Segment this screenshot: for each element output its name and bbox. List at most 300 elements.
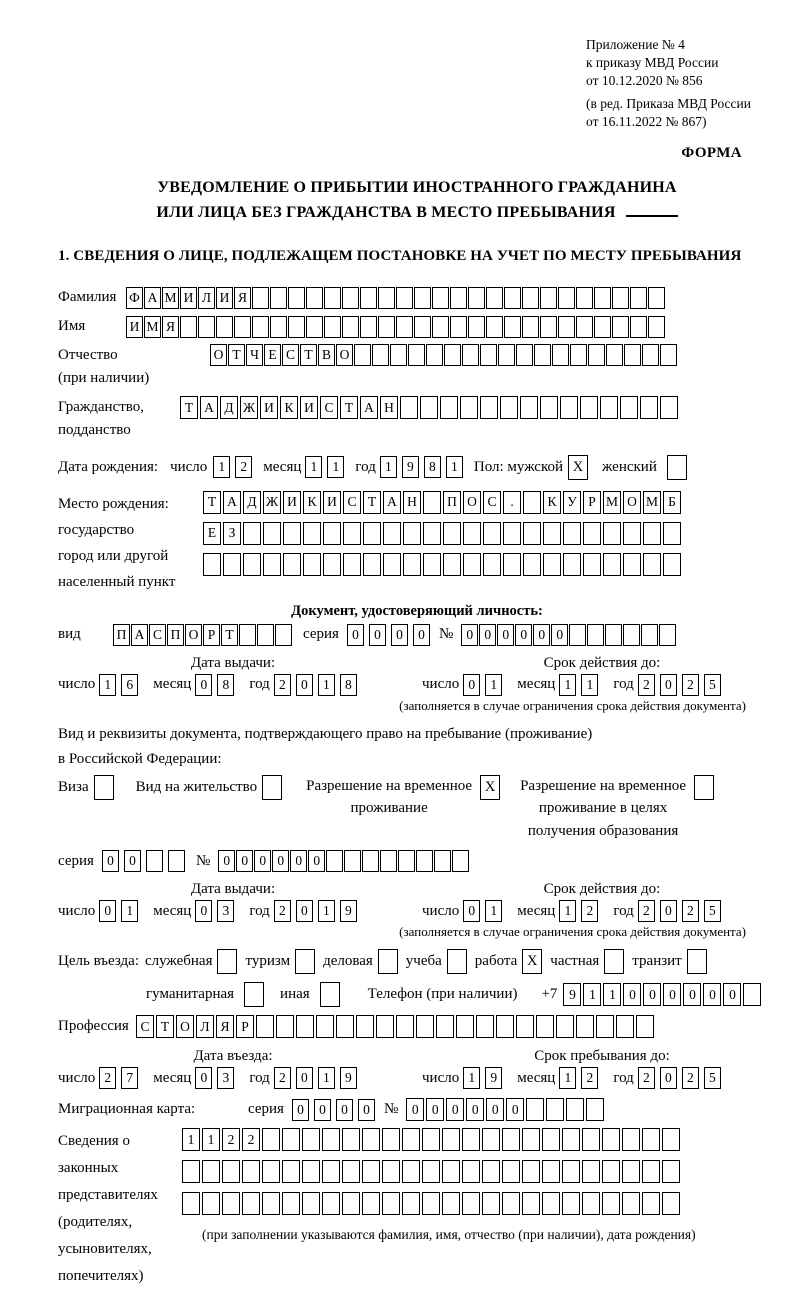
- temp-residence-checkbox[interactable]: X: [480, 775, 500, 800]
- char-box[interactable]: 2: [222, 1128, 240, 1151]
- char-box[interactable]: [306, 316, 323, 338]
- char-box[interactable]: [463, 553, 481, 576]
- char-box[interactable]: [542, 1128, 560, 1151]
- char-box[interactable]: 1: [305, 456, 322, 478]
- char-box[interactable]: Д: [243, 491, 261, 514]
- char-box[interactable]: 7: [121, 1067, 138, 1089]
- char-box[interactable]: [402, 1160, 420, 1183]
- char-box[interactable]: И: [283, 491, 301, 514]
- char-box[interactable]: 9: [563, 983, 581, 1006]
- char-box[interactable]: 1: [446, 456, 463, 478]
- char-box[interactable]: [482, 1160, 500, 1183]
- char-box[interactable]: 0: [663, 983, 681, 1006]
- char-box[interactable]: .: [503, 491, 521, 514]
- purpose-transit-checkbox[interactable]: [687, 949, 707, 974]
- char-box[interactable]: [444, 344, 461, 366]
- char-box[interactable]: [270, 287, 287, 309]
- char-box[interactable]: [660, 344, 677, 366]
- char-box[interactable]: 0: [254, 850, 271, 872]
- char-box[interactable]: [450, 316, 467, 338]
- char-box[interactable]: [450, 287, 467, 309]
- char-box[interactable]: [262, 1160, 280, 1183]
- char-box[interactable]: [504, 316, 521, 338]
- char-box[interactable]: [396, 316, 413, 338]
- char-box[interactable]: [402, 1192, 420, 1215]
- char-box[interactable]: [440, 396, 458, 419]
- char-box[interactable]: [182, 1160, 200, 1183]
- char-box[interactable]: [522, 1128, 540, 1151]
- char-box[interactable]: [423, 553, 441, 576]
- purpose-humanitarian-checkbox[interactable]: [244, 982, 264, 1007]
- char-box[interactable]: [558, 287, 575, 309]
- char-box[interactable]: [640, 396, 658, 419]
- char-box[interactable]: Е: [203, 522, 221, 545]
- char-box[interactable]: [362, 1160, 380, 1183]
- char-box[interactable]: 0: [479, 624, 496, 646]
- char-box[interactable]: [483, 522, 501, 545]
- char-box[interactable]: 1: [485, 674, 502, 696]
- purpose-business-checkbox[interactable]: [378, 949, 398, 974]
- char-box[interactable]: [480, 344, 497, 366]
- char-box[interactable]: Я: [234, 287, 251, 309]
- char-box[interactable]: [323, 553, 341, 576]
- char-box[interactable]: И: [126, 316, 143, 338]
- char-box[interactable]: [462, 1160, 480, 1183]
- char-box[interactable]: [302, 1160, 320, 1183]
- char-box[interactable]: 1: [99, 674, 116, 696]
- char-box[interactable]: 0: [369, 624, 386, 646]
- char-box[interactable]: 0: [461, 624, 478, 646]
- char-box[interactable]: 0: [533, 624, 550, 646]
- char-box[interactable]: [283, 522, 301, 545]
- char-box[interactable]: [376, 1015, 394, 1038]
- char-box[interactable]: [496, 1015, 514, 1038]
- char-box[interactable]: С: [136, 1015, 154, 1038]
- char-box[interactable]: 1: [559, 900, 576, 922]
- char-box[interactable]: [606, 344, 623, 366]
- char-box[interactable]: [198, 316, 215, 338]
- char-box[interactable]: [566, 1098, 584, 1121]
- char-box[interactable]: [588, 344, 605, 366]
- char-box[interactable]: С: [343, 491, 361, 514]
- char-box[interactable]: [398, 850, 415, 872]
- char-box[interactable]: Т: [156, 1015, 174, 1038]
- char-box[interactable]: [344, 850, 361, 872]
- char-box[interactable]: [552, 344, 569, 366]
- char-box[interactable]: [322, 1160, 340, 1183]
- char-box[interactable]: [342, 316, 359, 338]
- char-box[interactable]: [456, 1015, 474, 1038]
- char-box[interactable]: [354, 344, 371, 366]
- char-box[interactable]: С: [282, 344, 299, 366]
- char-box[interactable]: [570, 344, 587, 366]
- char-box[interactable]: 0: [426, 1098, 444, 1121]
- char-box[interactable]: [202, 1192, 220, 1215]
- char-box[interactable]: [282, 1192, 300, 1215]
- char-box[interactable]: [486, 287, 503, 309]
- char-box[interactable]: Р: [203, 624, 220, 646]
- char-box[interactable]: [643, 522, 661, 545]
- char-box[interactable]: [482, 1128, 500, 1151]
- char-box[interactable]: 2: [242, 1128, 260, 1151]
- char-box[interactable]: [600, 396, 618, 419]
- char-box[interactable]: 1: [318, 674, 335, 696]
- char-box[interactable]: [243, 522, 261, 545]
- char-box[interactable]: [503, 553, 521, 576]
- char-box[interactable]: [468, 287, 485, 309]
- char-box[interactable]: А: [144, 287, 161, 309]
- char-box[interactable]: [303, 553, 321, 576]
- char-box[interactable]: Т: [363, 491, 381, 514]
- char-box[interactable]: 0: [446, 1098, 464, 1121]
- char-box[interactable]: [540, 396, 558, 419]
- char-box[interactable]: [382, 1160, 400, 1183]
- char-box[interactable]: И: [216, 287, 233, 309]
- char-box[interactable]: [642, 344, 659, 366]
- char-box[interactable]: 1: [463, 1067, 480, 1089]
- char-box[interactable]: [556, 1015, 574, 1038]
- char-box[interactable]: [663, 553, 681, 576]
- char-box[interactable]: 0: [195, 900, 212, 922]
- char-box[interactable]: [288, 287, 305, 309]
- char-box[interactable]: О: [176, 1015, 194, 1038]
- char-box[interactable]: Д: [220, 396, 238, 419]
- char-box[interactable]: 1: [182, 1128, 200, 1151]
- char-box[interactable]: [594, 316, 611, 338]
- char-box[interactable]: [502, 1192, 520, 1215]
- char-box[interactable]: [306, 287, 323, 309]
- char-box[interactable]: [540, 316, 557, 338]
- char-box[interactable]: [743, 983, 761, 1006]
- char-box[interactable]: [582, 1160, 600, 1183]
- char-box[interactable]: О: [623, 491, 641, 514]
- char-box[interactable]: [234, 316, 251, 338]
- char-box[interactable]: 5: [704, 900, 721, 922]
- char-box[interactable]: 2: [581, 900, 598, 922]
- char-box[interactable]: [562, 1192, 580, 1215]
- char-box[interactable]: [603, 553, 621, 576]
- char-box[interactable]: 0: [296, 1067, 313, 1089]
- char-box[interactable]: 0: [551, 624, 568, 646]
- char-box[interactable]: [182, 1192, 200, 1215]
- char-box[interactable]: Р: [236, 1015, 254, 1038]
- char-box[interactable]: [432, 287, 449, 309]
- char-box[interactable]: [342, 287, 359, 309]
- char-box[interactable]: [442, 1160, 460, 1183]
- char-box[interactable]: [563, 522, 581, 545]
- char-box[interactable]: Ж: [263, 491, 281, 514]
- char-box[interactable]: [146, 850, 163, 872]
- char-box[interactable]: Н: [380, 396, 398, 419]
- char-box[interactable]: [324, 287, 341, 309]
- char-box[interactable]: [342, 1160, 360, 1183]
- char-box[interactable]: [416, 850, 433, 872]
- char-box[interactable]: 1: [202, 1128, 220, 1151]
- char-box[interactable]: У: [563, 491, 581, 514]
- char-box[interactable]: [275, 624, 292, 646]
- char-box[interactable]: [242, 1192, 260, 1215]
- char-box[interactable]: [612, 316, 629, 338]
- char-box[interactable]: 9: [340, 1067, 357, 1089]
- char-box[interactable]: 0: [463, 900, 480, 922]
- char-box[interactable]: [378, 287, 395, 309]
- char-box[interactable]: И: [180, 287, 197, 309]
- char-box[interactable]: [263, 522, 281, 545]
- char-box[interactable]: [558, 316, 575, 338]
- char-box[interactable]: [270, 316, 287, 338]
- char-box[interactable]: [360, 287, 377, 309]
- char-box[interactable]: [542, 1192, 560, 1215]
- char-box[interactable]: [252, 287, 269, 309]
- char-box[interactable]: 1: [318, 1067, 335, 1089]
- char-box[interactable]: [423, 522, 441, 545]
- char-box[interactable]: [303, 522, 321, 545]
- char-box[interactable]: [476, 1015, 494, 1038]
- char-box[interactable]: 2: [235, 456, 252, 478]
- char-box[interactable]: [623, 624, 640, 646]
- char-box[interactable]: [622, 1128, 640, 1151]
- char-box[interactable]: [503, 522, 521, 545]
- char-box[interactable]: [630, 287, 647, 309]
- char-box[interactable]: [243, 553, 261, 576]
- char-box[interactable]: 5: [704, 674, 721, 696]
- char-box[interactable]: [636, 1015, 654, 1038]
- char-box[interactable]: [336, 1015, 354, 1038]
- char-box[interactable]: Т: [300, 344, 317, 366]
- char-box[interactable]: В: [318, 344, 335, 366]
- char-box[interactable]: [587, 624, 604, 646]
- char-box[interactable]: [480, 396, 498, 419]
- char-box[interactable]: [562, 1160, 580, 1183]
- char-box[interactable]: [362, 850, 379, 872]
- char-box[interactable]: [602, 1160, 620, 1183]
- char-box[interactable]: М: [162, 287, 179, 309]
- char-box[interactable]: Н: [403, 491, 421, 514]
- char-box[interactable]: [569, 624, 586, 646]
- char-box[interactable]: [257, 624, 274, 646]
- char-box[interactable]: 8: [424, 456, 441, 478]
- char-box[interactable]: [402, 1128, 420, 1151]
- char-box[interactable]: О: [210, 344, 227, 366]
- char-box[interactable]: 1: [581, 674, 598, 696]
- char-box[interactable]: [546, 1098, 564, 1121]
- purpose-work-checkbox[interactable]: X: [522, 949, 542, 974]
- char-box[interactable]: 9: [402, 456, 419, 478]
- char-box[interactable]: [434, 850, 451, 872]
- char-box[interactable]: 0: [292, 1099, 309, 1121]
- char-box[interactable]: [416, 1015, 434, 1038]
- purpose-official-checkbox[interactable]: [217, 949, 237, 974]
- char-box[interactable]: [372, 344, 389, 366]
- char-box[interactable]: Р: [583, 491, 601, 514]
- char-box[interactable]: [468, 316, 485, 338]
- char-box[interactable]: [576, 287, 593, 309]
- char-box[interactable]: А: [200, 396, 218, 419]
- char-box[interactable]: [323, 522, 341, 545]
- char-box[interactable]: [252, 316, 269, 338]
- char-box[interactable]: 0: [643, 983, 661, 1006]
- char-box[interactable]: [620, 396, 638, 419]
- char-box[interactable]: [302, 1128, 320, 1151]
- char-box[interactable]: [641, 624, 658, 646]
- char-box[interactable]: 2: [638, 1067, 655, 1089]
- char-box[interactable]: 2: [99, 1067, 116, 1089]
- char-box[interactable]: [648, 287, 665, 309]
- char-box[interactable]: 0: [515, 624, 532, 646]
- char-box[interactable]: 1: [583, 983, 601, 1006]
- char-box[interactable]: [663, 522, 681, 545]
- char-box[interactable]: 2: [581, 1067, 598, 1089]
- char-box[interactable]: [262, 1128, 280, 1151]
- edu-residence-checkbox[interactable]: [694, 775, 714, 800]
- char-box[interactable]: [502, 1128, 520, 1151]
- char-box[interactable]: [443, 553, 461, 576]
- purpose-study-checkbox[interactable]: [447, 949, 467, 974]
- char-box[interactable]: [462, 1192, 480, 1215]
- char-box[interactable]: [623, 522, 641, 545]
- char-box[interactable]: [452, 850, 469, 872]
- char-box[interactable]: А: [360, 396, 378, 419]
- char-box[interactable]: П: [113, 624, 130, 646]
- char-box[interactable]: [516, 1015, 534, 1038]
- char-box[interactable]: [662, 1128, 680, 1151]
- char-box[interactable]: [642, 1160, 660, 1183]
- char-box[interactable]: 1: [318, 900, 335, 922]
- char-box[interactable]: 9: [485, 1067, 502, 1089]
- char-box[interactable]: [382, 1128, 400, 1151]
- char-box[interactable]: 0: [406, 1098, 424, 1121]
- char-box[interactable]: М: [603, 491, 621, 514]
- char-box[interactable]: 1: [559, 674, 576, 696]
- char-box[interactable]: [396, 287, 413, 309]
- char-box[interactable]: [642, 1128, 660, 1151]
- char-box[interactable]: 0: [660, 674, 677, 696]
- char-box[interactable]: [222, 1192, 240, 1215]
- char-box[interactable]: 2: [274, 1067, 291, 1089]
- char-box[interactable]: [502, 1160, 520, 1183]
- char-box[interactable]: [408, 344, 425, 366]
- char-box[interactable]: 3: [217, 1067, 234, 1089]
- char-box[interactable]: [356, 1015, 374, 1038]
- char-box[interactable]: 0: [683, 983, 701, 1006]
- char-box[interactable]: [324, 316, 341, 338]
- char-box[interactable]: [522, 316, 539, 338]
- char-box[interactable]: [432, 316, 449, 338]
- char-box[interactable]: [562, 1128, 580, 1151]
- char-box[interactable]: [202, 1160, 220, 1183]
- char-box[interactable]: [442, 1192, 460, 1215]
- char-box[interactable]: [642, 1192, 660, 1215]
- char-box[interactable]: [422, 1160, 440, 1183]
- char-box[interactable]: 6: [121, 674, 138, 696]
- char-box[interactable]: [422, 1128, 440, 1151]
- char-box[interactable]: 0: [391, 624, 408, 646]
- char-box[interactable]: Ж: [240, 396, 258, 419]
- char-box[interactable]: 1: [380, 456, 397, 478]
- char-box[interactable]: 0: [336, 1099, 353, 1121]
- sex-female-checkbox[interactable]: [667, 455, 687, 480]
- char-box[interactable]: 0: [308, 850, 325, 872]
- char-box[interactable]: С: [320, 396, 338, 419]
- char-box[interactable]: [302, 1192, 320, 1215]
- char-box[interactable]: [583, 553, 601, 576]
- char-box[interactable]: [522, 1160, 540, 1183]
- char-box[interactable]: [460, 396, 478, 419]
- char-box[interactable]: 0: [660, 900, 677, 922]
- char-box[interactable]: [542, 1160, 560, 1183]
- char-box[interactable]: [498, 344, 515, 366]
- char-box[interactable]: 0: [347, 624, 364, 646]
- char-box[interactable]: [362, 1192, 380, 1215]
- char-box[interactable]: Л: [196, 1015, 214, 1038]
- char-box[interactable]: 1: [559, 1067, 576, 1089]
- char-box[interactable]: Т: [180, 396, 198, 419]
- char-box[interactable]: М: [144, 316, 161, 338]
- char-box[interactable]: [463, 522, 481, 545]
- char-box[interactable]: [263, 553, 281, 576]
- char-box[interactable]: [262, 1192, 280, 1215]
- char-box[interactable]: 3: [217, 900, 234, 922]
- char-box[interactable]: 5: [704, 1067, 721, 1089]
- char-box[interactable]: [576, 316, 593, 338]
- char-box[interactable]: П: [443, 491, 461, 514]
- char-box[interactable]: [426, 344, 443, 366]
- char-box[interactable]: [256, 1015, 274, 1038]
- char-box[interactable]: О: [463, 491, 481, 514]
- char-box[interactable]: [414, 316, 431, 338]
- char-box[interactable]: [623, 553, 641, 576]
- char-box[interactable]: [596, 1015, 614, 1038]
- char-box[interactable]: [423, 491, 441, 514]
- char-box[interactable]: [296, 1015, 314, 1038]
- char-box[interactable]: [520, 396, 538, 419]
- char-box[interactable]: Ф: [126, 287, 143, 309]
- char-box[interactable]: [316, 1015, 334, 1038]
- char-box[interactable]: [662, 1192, 680, 1215]
- char-box[interactable]: С: [149, 624, 166, 646]
- char-box[interactable]: 8: [340, 674, 357, 696]
- char-box[interactable]: [594, 287, 611, 309]
- char-box[interactable]: Т: [340, 396, 358, 419]
- char-box[interactable]: З: [223, 522, 241, 545]
- char-box[interactable]: [482, 1192, 500, 1215]
- char-box[interactable]: [523, 553, 541, 576]
- char-box[interactable]: Л: [198, 287, 215, 309]
- char-box[interactable]: 0: [296, 900, 313, 922]
- char-box[interactable]: [283, 553, 301, 576]
- char-box[interactable]: [516, 344, 533, 366]
- char-box[interactable]: [543, 553, 561, 576]
- char-box[interactable]: [576, 1015, 594, 1038]
- char-box[interactable]: [486, 316, 503, 338]
- char-box[interactable]: Т: [221, 624, 238, 646]
- char-box[interactable]: 0: [486, 1098, 504, 1121]
- char-box[interactable]: [643, 553, 661, 576]
- char-box[interactable]: [322, 1128, 340, 1151]
- char-box[interactable]: 0: [236, 850, 253, 872]
- char-box[interactable]: К: [303, 491, 321, 514]
- char-box[interactable]: 2: [682, 1067, 699, 1089]
- char-box[interactable]: [360, 316, 377, 338]
- char-box[interactable]: [483, 553, 501, 576]
- char-box[interactable]: 0: [723, 983, 741, 1006]
- char-box[interactable]: 0: [413, 624, 430, 646]
- char-box[interactable]: 0: [623, 983, 641, 1006]
- char-box[interactable]: [582, 1128, 600, 1151]
- char-box[interactable]: 1: [213, 456, 230, 478]
- char-box[interactable]: И: [323, 491, 341, 514]
- char-box[interactable]: [662, 1160, 680, 1183]
